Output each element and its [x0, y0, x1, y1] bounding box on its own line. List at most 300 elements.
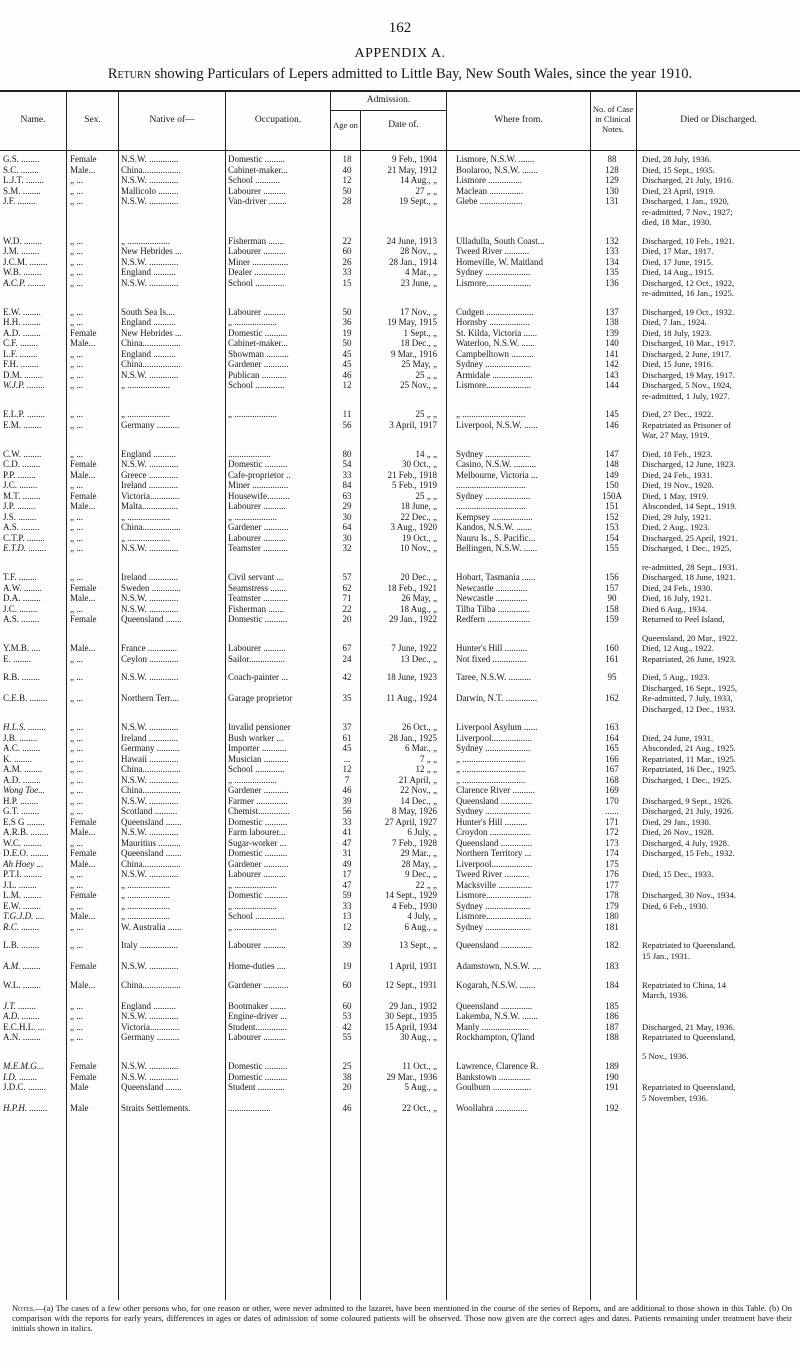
cell-case: 150A — [602, 490, 622, 501]
cell-age: 30 — [342, 532, 352, 543]
cell-name: R.C. ........ — [3, 921, 40, 932]
cell-occ: Cafe-proprietor .. — [228, 469, 291, 480]
cell-where: Liverpool.................. — [456, 732, 532, 743]
cell-age: 64 — [342, 522, 352, 532]
cell-native: „ ................... — [121, 890, 170, 900]
cell-case: 179 — [605, 900, 619, 911]
table-row — [0, 743, 800, 754]
cell-sex: „ ... — [70, 900, 83, 911]
cell-case: 128 — [605, 164, 619, 175]
cell-occ: School ............. — [228, 764, 285, 774]
cell-where: Lismore.................... — [456, 911, 531, 921]
cell-case: 141 — [605, 348, 619, 359]
cell-native: Victoria............. — [121, 490, 180, 501]
table-row — [0, 704, 800, 715]
cell-sex: „ ... — [70, 511, 83, 522]
table-row — [0, 583, 800, 594]
cell-where: Macksville ............... — [456, 879, 532, 890]
cell-name: L.M. ........ — [3, 890, 42, 900]
cell-died: Discharged, 21 July, 1916. — [642, 175, 734, 185]
cell-died: Died, 23 April, 1919. — [642, 185, 716, 196]
cell-occ: „ ................... — [228, 511, 277, 522]
cell-died: Repatriated to Queensland, — [642, 940, 736, 950]
cell-native: China................. — [121, 785, 181, 795]
table-row — [0, 1001, 800, 1012]
cell-name: M.T. ........ — [3, 490, 41, 501]
cell-name: A.D. ........ — [3, 1011, 40, 1021]
table-row — [0, 890, 800, 901]
cell-occ: Miner ................ — [228, 480, 289, 490]
cell-name: H.P.H. ........ — [3, 1103, 48, 1113]
cell-native: England .......... — [121, 448, 176, 459]
cell-sex: „ ... — [70, 277, 83, 288]
cell-where: Lismore.................... — [456, 277, 531, 288]
cell-age: 42 — [342, 1021, 352, 1032]
cell-age: 25 — [342, 1061, 352, 1071]
cell-occ: School ........... — [228, 175, 281, 185]
table-row — [0, 246, 800, 257]
cell-where: Sydney .................... — [456, 448, 531, 459]
cell-died: Re-admitted, 7 July, 1933, — [642, 693, 733, 703]
cell-age: 54 — [342, 459, 352, 469]
cell-name: E. ........ — [3, 653, 31, 664]
cell-case: 173 — [605, 837, 619, 848]
cell-case: 185 — [605, 1000, 619, 1011]
cell-native: „ ................... — [121, 380, 170, 390]
cell-died: 15 Jan., 1931. — [642, 950, 690, 961]
cell-case: 138 — [605, 317, 619, 327]
table-row — [0, 349, 800, 360]
cell-date: 4 Feb., 1930 — [392, 900, 437, 911]
table-row — [0, 267, 800, 278]
cell-case: 181 — [605, 921, 619, 932]
cell-case: 188 — [605, 1032, 619, 1042]
cell-sex: „ ... — [70, 795, 83, 806]
cell-where: Sydney .................... — [456, 743, 531, 753]
cell-where: Cudgen ..................... — [456, 306, 534, 317]
cell-case: 134 — [605, 256, 619, 267]
cell-occ: Labourer .......... — [228, 306, 286, 317]
cell-occ: Bootmaker ....... — [228, 1000, 286, 1011]
cell-where: „ ............................ — [456, 409, 526, 419]
cell-case: 150 — [605, 480, 619, 490]
cell-case: 90 — [607, 593, 617, 603]
cell-native: „ ................... — [121, 879, 170, 890]
cell-where: ............................... — [456, 480, 526, 490]
cell-native: „ ................... — [121, 511, 170, 522]
cell-date: 11 Oct., „ — [402, 1061, 437, 1071]
cell-sex: „ ... — [70, 653, 83, 664]
table-row — [0, 380, 800, 391]
cell-where: Boolaroo, N.S.W. ....... — [456, 164, 538, 175]
cell-sex: „ ... — [70, 267, 83, 277]
cell-date: 28 Nov., „ — [400, 246, 437, 256]
cell-native: N.S.W. ............. — [121, 603, 179, 614]
cell-native: Northern Terr.... — [121, 693, 179, 703]
cell-occ: Cabinet-maker... — [228, 338, 288, 348]
cell-case: ...... — [605, 806, 619, 816]
cell-sex: „ ... — [70, 603, 83, 614]
cell-occ: „ ................... — [228, 921, 277, 932]
cell-occ: Gardener ........... — [228, 979, 289, 990]
cell-died: Died, 24 Feb., 1930. — [642, 582, 713, 593]
cell-name: J.T. ........ — [3, 1000, 37, 1011]
cell-name: A.N. ........ — [3, 1032, 41, 1042]
table-row — [0, 817, 800, 828]
table-row — [0, 593, 800, 604]
cell-name: Wong Toe... — [3, 785, 45, 795]
admission-sub-rule — [330, 110, 446, 111]
cell-where: Tweed River ........... — [456, 246, 530, 256]
cell-where: Lismore.................... — [456, 380, 531, 390]
cell-where: Bankstown .............. — [456, 1071, 531, 1082]
cell-sex: „ ... — [70, 879, 83, 890]
cell-occ: Domestic .......... — [228, 890, 288, 900]
cell-case: 166 — [605, 753, 619, 764]
table-row — [0, 672, 800, 683]
cell-sex: „ ... — [70, 359, 83, 369]
cell-native: „ ................... — [121, 900, 170, 911]
cell-date: 20 Dec., „ — [400, 572, 437, 582]
cell-case: 131 — [605, 196, 619, 206]
cell-where: Lismore ............... — [456, 175, 522, 185]
cell-case: 177 — [605, 879, 619, 890]
cell-native: „ ................... — [121, 235, 170, 246]
cell-where: Darwin, N.T. .............. — [456, 693, 538, 703]
cell-name: A.C.P. ........ — [3, 277, 46, 288]
cell-native: Ireland ............. — [121, 572, 178, 582]
cell-native: England .......... — [121, 348, 176, 359]
cell-name: F.H. ........ — [3, 359, 39, 369]
cell-age: 49 — [342, 858, 352, 869]
cell-sex: „ ... — [70, 753, 83, 764]
cell-where: Armidale .................. — [456, 369, 533, 380]
cell-occ: Labourer .......... — [228, 532, 286, 543]
table-row — [0, 838, 800, 849]
cell-case: 180 — [605, 911, 619, 921]
cell-case: 153 — [605, 522, 619, 532]
cell-date: 21 April, „ — [398, 774, 437, 785]
cell-native: N.S.W. ............. — [121, 672, 179, 682]
cell-case: 136 — [605, 277, 619, 288]
cell-date: 23 June, „ — [400, 277, 437, 288]
cell-date: 26 Oct., „ — [402, 722, 437, 732]
cell-native: N.S.W. ............. — [121, 827, 179, 837]
cell-native: Mallicolo ......... — [121, 185, 179, 196]
cell-sex: Female — [70, 154, 97, 164]
cell-case: 170 — [605, 795, 619, 806]
cell-where: Hunter's Hill .......... — [456, 816, 528, 827]
cell-where: Hornsby .................. — [456, 317, 530, 327]
cell-sex: Female — [70, 490, 97, 501]
cell-age: 12 — [342, 764, 352, 774]
cell-sex: Female — [70, 961, 97, 971]
cell-occ: Labourer .......... — [228, 185, 286, 196]
notes-text: —(a) The cases of a few other persons who, for one reason or other, were never admitted to the lazaret, have been mentioned in the course of the series of Reports, and are additional to those shown in this Table. (b) On comparison with the reports for early years, differences in ages or dates of admission of some coloured patients will be observed. Those now given are the correct ages and dates. Patients remaining under treatment have their initials shown in italics. — [12, 1303, 792, 1333]
cell-occ: Seamstress ....... — [228, 582, 286, 593]
cell-native: Greece ............. — [121, 469, 178, 480]
cell-sex: „ ... — [70, 693, 83, 703]
cell-name: J.L. ........ — [3, 879, 37, 890]
cell-age: 56 — [342, 806, 352, 816]
cell-age: 46 — [342, 369, 352, 380]
cell-died: Discharged, 1 Dec., 1925. — [642, 774, 732, 785]
cell-sex: Female — [70, 890, 97, 900]
cell-occ: Bush worker ... — [228, 732, 284, 743]
cell-sex: „ ... — [70, 175, 83, 185]
table-row — [0, 1051, 800, 1062]
cell-name: J.D.C. ........ — [3, 1082, 47, 1092]
cell-died: Died, 29 Jan., 1930. — [642, 816, 711, 827]
cell-native: Scotland .......... — [121, 806, 178, 816]
cell-name: D.A. ........ — [3, 593, 41, 603]
cell-age: 18 — [342, 154, 352, 164]
cell-date: 22 Nov., „ — [400, 785, 437, 795]
table-row — [0, 491, 800, 502]
cell-died: Discharged, 2 June, 1917. — [642, 348, 732, 359]
table-row — [0, 562, 800, 573]
cell-sex: „ ... — [70, 837, 83, 848]
cell-died: 5 November, 1936. — [642, 1092, 709, 1103]
cell-age: 22 — [342, 235, 352, 246]
cell-sex: Male... — [70, 469, 96, 480]
cell-sex: Female — [70, 327, 97, 338]
cell-native: N.S.W. ............. — [121, 795, 179, 806]
cell-age: 22 — [342, 603, 352, 614]
cell-died: Died, 6 Feb., 1930. — [642, 900, 709, 911]
cell-sex: Female — [70, 848, 97, 858]
cell-occ: Showman .......... — [228, 348, 289, 359]
cell-date: 27 „ „ — [415, 185, 437, 196]
cell-occ: School ............. — [228, 911, 285, 921]
cell-age: 50 — [342, 306, 352, 317]
cell-date: 28 May, „ — [401, 858, 437, 869]
cell-case: 132 — [605, 235, 619, 246]
cell-sex: „ ... — [70, 256, 83, 267]
cell-native: China................. — [121, 338, 181, 348]
cell-name: J.S. ........ — [3, 511, 37, 522]
cell-name: E.C.H.L. ... — [3, 1021, 45, 1032]
cell-occ: Gardener ........... — [228, 858, 289, 869]
table-row — [0, 278, 800, 289]
table-row — [0, 880, 800, 891]
table-row — [0, 654, 800, 665]
table-row — [0, 317, 800, 328]
cell-date: 7 Feb., 1928 — [392, 837, 437, 848]
table-row — [0, 236, 800, 247]
cell-occ: Housewife.......... — [228, 490, 290, 501]
header-native: Native of— — [149, 115, 195, 125]
table-row — [0, 533, 800, 544]
cell-where: Waterloo, N.S.W. ...... — [456, 338, 535, 348]
header-bottom-rule — [0, 150, 800, 151]
cell-native: N.S.W. ............. — [121, 459, 179, 469]
cell-name: C.F. ........ — [3, 338, 39, 348]
cell-case: 165 — [605, 743, 619, 753]
cell-sex: „ ... — [70, 380, 83, 390]
cell-native: N.S.W. ............. — [121, 593, 179, 603]
cell-age: 36 — [342, 317, 352, 327]
cell-case: 135 — [605, 267, 619, 277]
cell-sex: „ ... — [70, 348, 83, 359]
cell-name: J.B. ........ — [3, 732, 38, 743]
cell-date: 28 Jan., 1925 — [389, 732, 437, 743]
cell-name: H.L.S. ........ — [3, 722, 47, 732]
cell-date: 5 Feb., 1919 — [392, 480, 437, 490]
table-row — [0, 785, 800, 796]
cell-name: A.S. ........ — [3, 522, 40, 532]
cell-date: 29 Mar., „ — [400, 848, 437, 858]
cell-where: Queensland .............. — [456, 795, 533, 806]
cell-date: 8 May, 1926 — [391, 806, 437, 816]
cell-died: Discharged, 16 Sept., 1925, — [642, 682, 738, 693]
cell-age: 67 — [342, 643, 352, 653]
table-row — [0, 796, 800, 807]
cell-age: 80 — [342, 448, 352, 459]
cell-name: D.M. ........ — [3, 369, 43, 380]
cell-where: Newcastle .............. — [456, 582, 528, 593]
cell-case: 169 — [605, 785, 619, 795]
cell-case: 151 — [605, 501, 619, 511]
cell-where: Homeville, W. Maitland — [456, 256, 543, 267]
cell-name: S.C. ........ — [3, 164, 39, 175]
cell-sex: „ ... — [70, 1011, 83, 1021]
cell-where: Bellingen, N.S.W. ...... — [456, 543, 538, 553]
cell-where: ............................... — [456, 501, 526, 511]
cell-age: 19 — [342, 961, 352, 971]
cell-age: 20 — [342, 1082, 352, 1092]
cell-died: Died, 15 Dec., 1933. — [642, 869, 714, 879]
cell-name: A.M. ........ — [3, 961, 41, 971]
cell-native: „ ................... — [121, 911, 170, 921]
cell-occ: Teamster ........... — [228, 593, 288, 603]
cell-case: 168 — [605, 774, 619, 785]
header-occupation: Occupation. — [254, 115, 302, 125]
cell-name: M.E.M.G... — [3, 1061, 44, 1071]
table-row — [0, 522, 800, 533]
cell-died: Absconded, 14 Sept., 1919. — [642, 501, 737, 511]
cell-native: N.S.W. ............. — [121, 961, 179, 971]
cell-sex: „ ... — [70, 409, 83, 419]
cell-date: 17 Nov., „ — [400, 306, 437, 317]
cell-native: England .......... — [121, 317, 176, 327]
cell-died: re-admitted, 16 Jan., 1925. — [642, 288, 734, 298]
cell-native: France ............. — [121, 643, 177, 653]
cell-occ: Labourer .......... — [228, 246, 286, 256]
cell-case: 157 — [605, 582, 619, 593]
cell-where: Maclean ............... — [456, 185, 523, 196]
cell-name: G.T. ........ — [3, 806, 40, 816]
cell-name: S.M. ........ — [3, 185, 41, 196]
cell-sex: „ ... — [70, 522, 83, 532]
cell-died: Died, 17 Mar., 1917. — [642, 246, 714, 256]
cell-died: Died, 16 July, 1921. — [642, 593, 712, 603]
cell-name: E.S G ........ — [3, 816, 45, 827]
cell-died: March, 1936. — [642, 990, 689, 1000]
cell-occ: Farm labourer... — [228, 827, 286, 837]
cell-occ: Domestic .......... — [228, 327, 288, 338]
cell-case: 146 — [605, 419, 619, 430]
cell-name: A.R.B. ........ — [3, 827, 49, 837]
cell-died: Discharged, 19 Oct., 1932. — [642, 306, 735, 317]
cell-native: England .......... — [121, 267, 176, 277]
cell-sex: „ ... — [70, 572, 83, 582]
cell-where: Not fixed ............... — [456, 653, 527, 664]
cell-age: 42 — [342, 672, 352, 682]
cell-sex: Male... — [70, 827, 96, 837]
cell-died: Absconded, 21 Aug., 1925. — [642, 743, 736, 753]
cell-native: China................. — [121, 979, 181, 990]
cell-died: Returned to Peel Island, — [642, 614, 725, 624]
cell-date: 12 Sept., 1931 — [384, 979, 437, 990]
cell-name: J.M. ........ — [3, 246, 40, 256]
cell-native: China................. — [121, 858, 181, 869]
table-top-rule — [0, 90, 800, 92]
cell-occ: Domestic .......... — [228, 459, 288, 469]
table-row — [0, 338, 800, 349]
notes-lead: Notes. — [12, 1303, 36, 1313]
cell-sex: Female — [70, 459, 97, 469]
cell-age: 17 — [342, 869, 352, 879]
cell-sex: Male... — [70, 338, 96, 348]
cell-name: W.J.P. ........ — [3, 380, 46, 390]
cell-died: Died, 2 Aug., 1923. — [642, 522, 710, 532]
cell-case: 88 — [607, 154, 617, 164]
cell-occ: Publican ........... — [228, 369, 287, 380]
cell-where: Campbelltown .......... — [456, 348, 534, 359]
cell-occ: Labourer .......... — [228, 869, 286, 879]
cell-case: 190 — [605, 1071, 619, 1082]
cell-name: I.D. ........ — [3, 1071, 38, 1082]
cell-died: Discharged, 21 July, 1926. — [642, 806, 734, 816]
table-row — [0, 754, 800, 765]
cell-died: Died, 1 May, 1919. — [642, 490, 709, 501]
cell-age: 60 — [342, 246, 352, 256]
table-row — [0, 1082, 800, 1093]
cell-native: Germany .......... — [121, 419, 180, 430]
cell-occ: Domestic .......... — [228, 848, 288, 858]
cell-native: China................. — [121, 359, 181, 369]
cell-where: Tilba Tilba .............. — [456, 603, 530, 614]
cell-occ: Dealer .............. — [228, 267, 286, 277]
cell-date: 24 June, 1913 — [386, 235, 437, 246]
cell-date: 28 Jan., 1914 — [389, 256, 437, 267]
cell-occ: Sailor................ — [228, 653, 286, 664]
cell-where: Ulladulla, South Coast... — [456, 235, 545, 246]
cell-occ: Labourer .......... — [228, 501, 286, 511]
cell-date: 22 „ „ — [415, 879, 437, 890]
cell-sex: „ ... — [70, 722, 83, 732]
cell-native: Germany .......... — [121, 743, 180, 753]
cell-died: re-admitted, 1 July, 1927. — [642, 390, 730, 401]
cell-native: N.S.W. ............. — [121, 277, 179, 288]
table-row — [0, 990, 800, 1001]
cell-age: 53 — [342, 1011, 352, 1021]
cell-died: Repatriated to Queensland, — [642, 1032, 736, 1042]
cell-name: C.D. ........ — [3, 459, 41, 469]
cell-native: China................. — [121, 164, 181, 175]
table-row — [0, 359, 800, 370]
cell-native: N.S.W. ............. — [121, 869, 179, 879]
table-row — [0, 572, 800, 583]
cell-occ: Domestic .......... — [228, 1061, 288, 1071]
cell-sex: „ ... — [70, 448, 83, 459]
cell-sex: „ ... — [70, 806, 83, 816]
cell-where: Lismore.................... — [456, 890, 531, 900]
cell-occ: Gardener ........... — [228, 522, 289, 532]
table-row — [0, 449, 800, 460]
cell-died: Died, 7 Jan., 1924. — [642, 317, 707, 327]
